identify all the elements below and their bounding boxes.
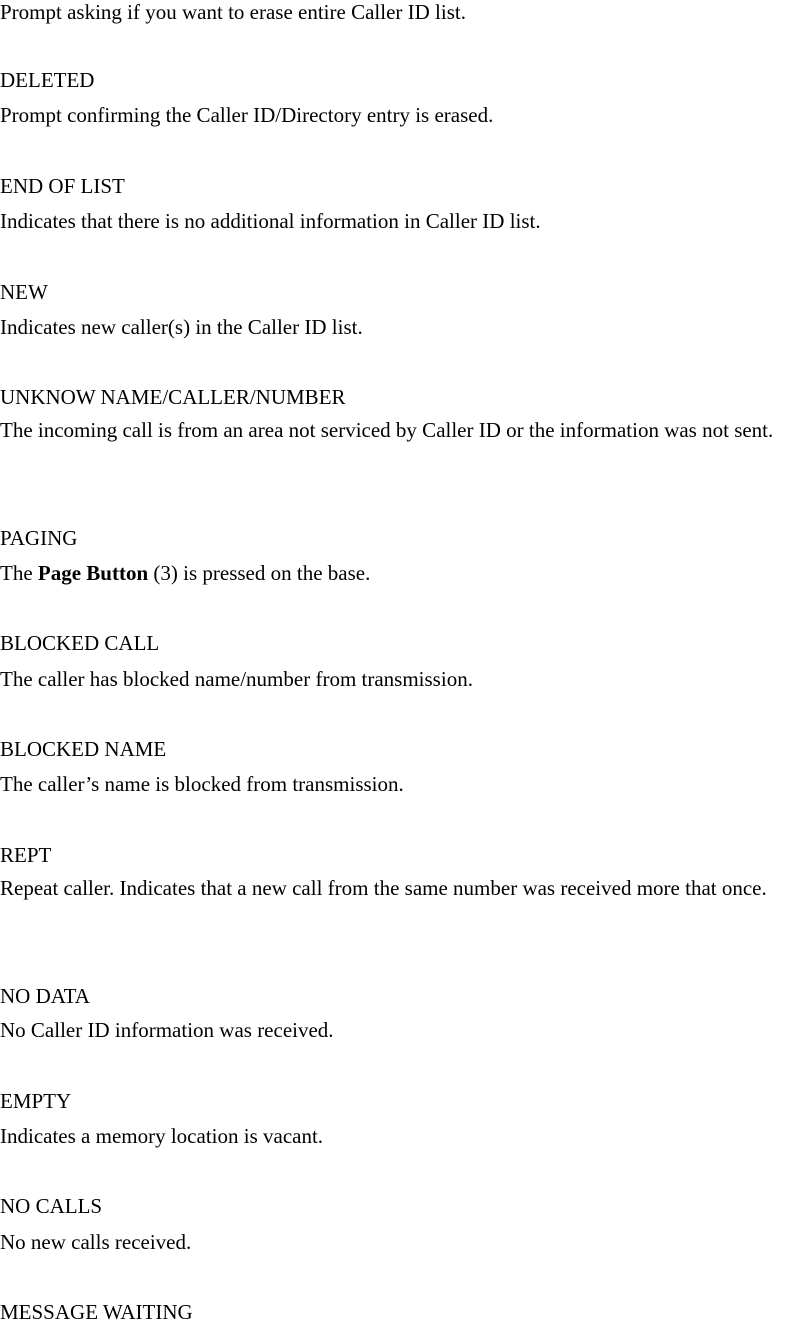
term-new: NEW — [0, 280, 48, 304]
desc-paging — [0, 561, 370, 585]
term-rept: REPT — [0, 843, 52, 867]
desc-rept: Repeat caller. Indicates that a new call from the same number was received more that once. — [0, 876, 767, 900]
term-message-waiting: MESSAGE WAITING — [0, 1300, 193, 1324]
desc-deleted: Prompt confirming the Caller ID/Directory entry is erased. — [0, 103, 494, 127]
desc-empty: Indicates a memory location is vacant. — [0, 1124, 324, 1148]
term-deleted: DELETED — [0, 68, 95, 92]
desc-paging-suffix: (3) is pressed on the base. — [153, 561, 371, 585]
desc-unknown: The incoming call is from an area not serviced by Caller ID or the information was not sent. — [0, 418, 774, 442]
term-end-of-list: END OF LIST — [0, 174, 125, 198]
desc-end-of-list: Indicates that there is no additional information in Caller ID list. — [0, 209, 541, 233]
desc-no-calls: No new calls received. — [0, 1230, 192, 1254]
term-blocked-name: BLOCKED NAME — [0, 737, 167, 761]
term-blocked-call: BLOCKED CALL — [0, 631, 160, 655]
desc-no-data: No Caller ID information was received. — [0, 1018, 334, 1042]
desc-blocked-call: The caller has blocked name/number from transmission. — [0, 667, 473, 691]
desc-new: Indicates new caller(s) in the Caller ID list. — [0, 315, 363, 339]
desc-paging-prefix: The — [0, 561, 33, 585]
term-paging: PAGING — [0, 526, 78, 550]
term-no-calls: NO CALLS — [0, 1194, 103, 1218]
term-unknown: UNKNOW NAME/CALLER/NUMBER — [0, 385, 346, 409]
term-empty: EMPTY — [0, 1089, 72, 1113]
desc-blocked-name: The caller’s name is blocked from transmission. — [0, 772, 404, 796]
term-no-data: NO DATA — [0, 984, 90, 1008]
intro-text: Prompt asking if you want to erase entire Caller ID list. — [0, 0, 466, 24]
page-button-label: Page Button — [37, 561, 149, 585]
